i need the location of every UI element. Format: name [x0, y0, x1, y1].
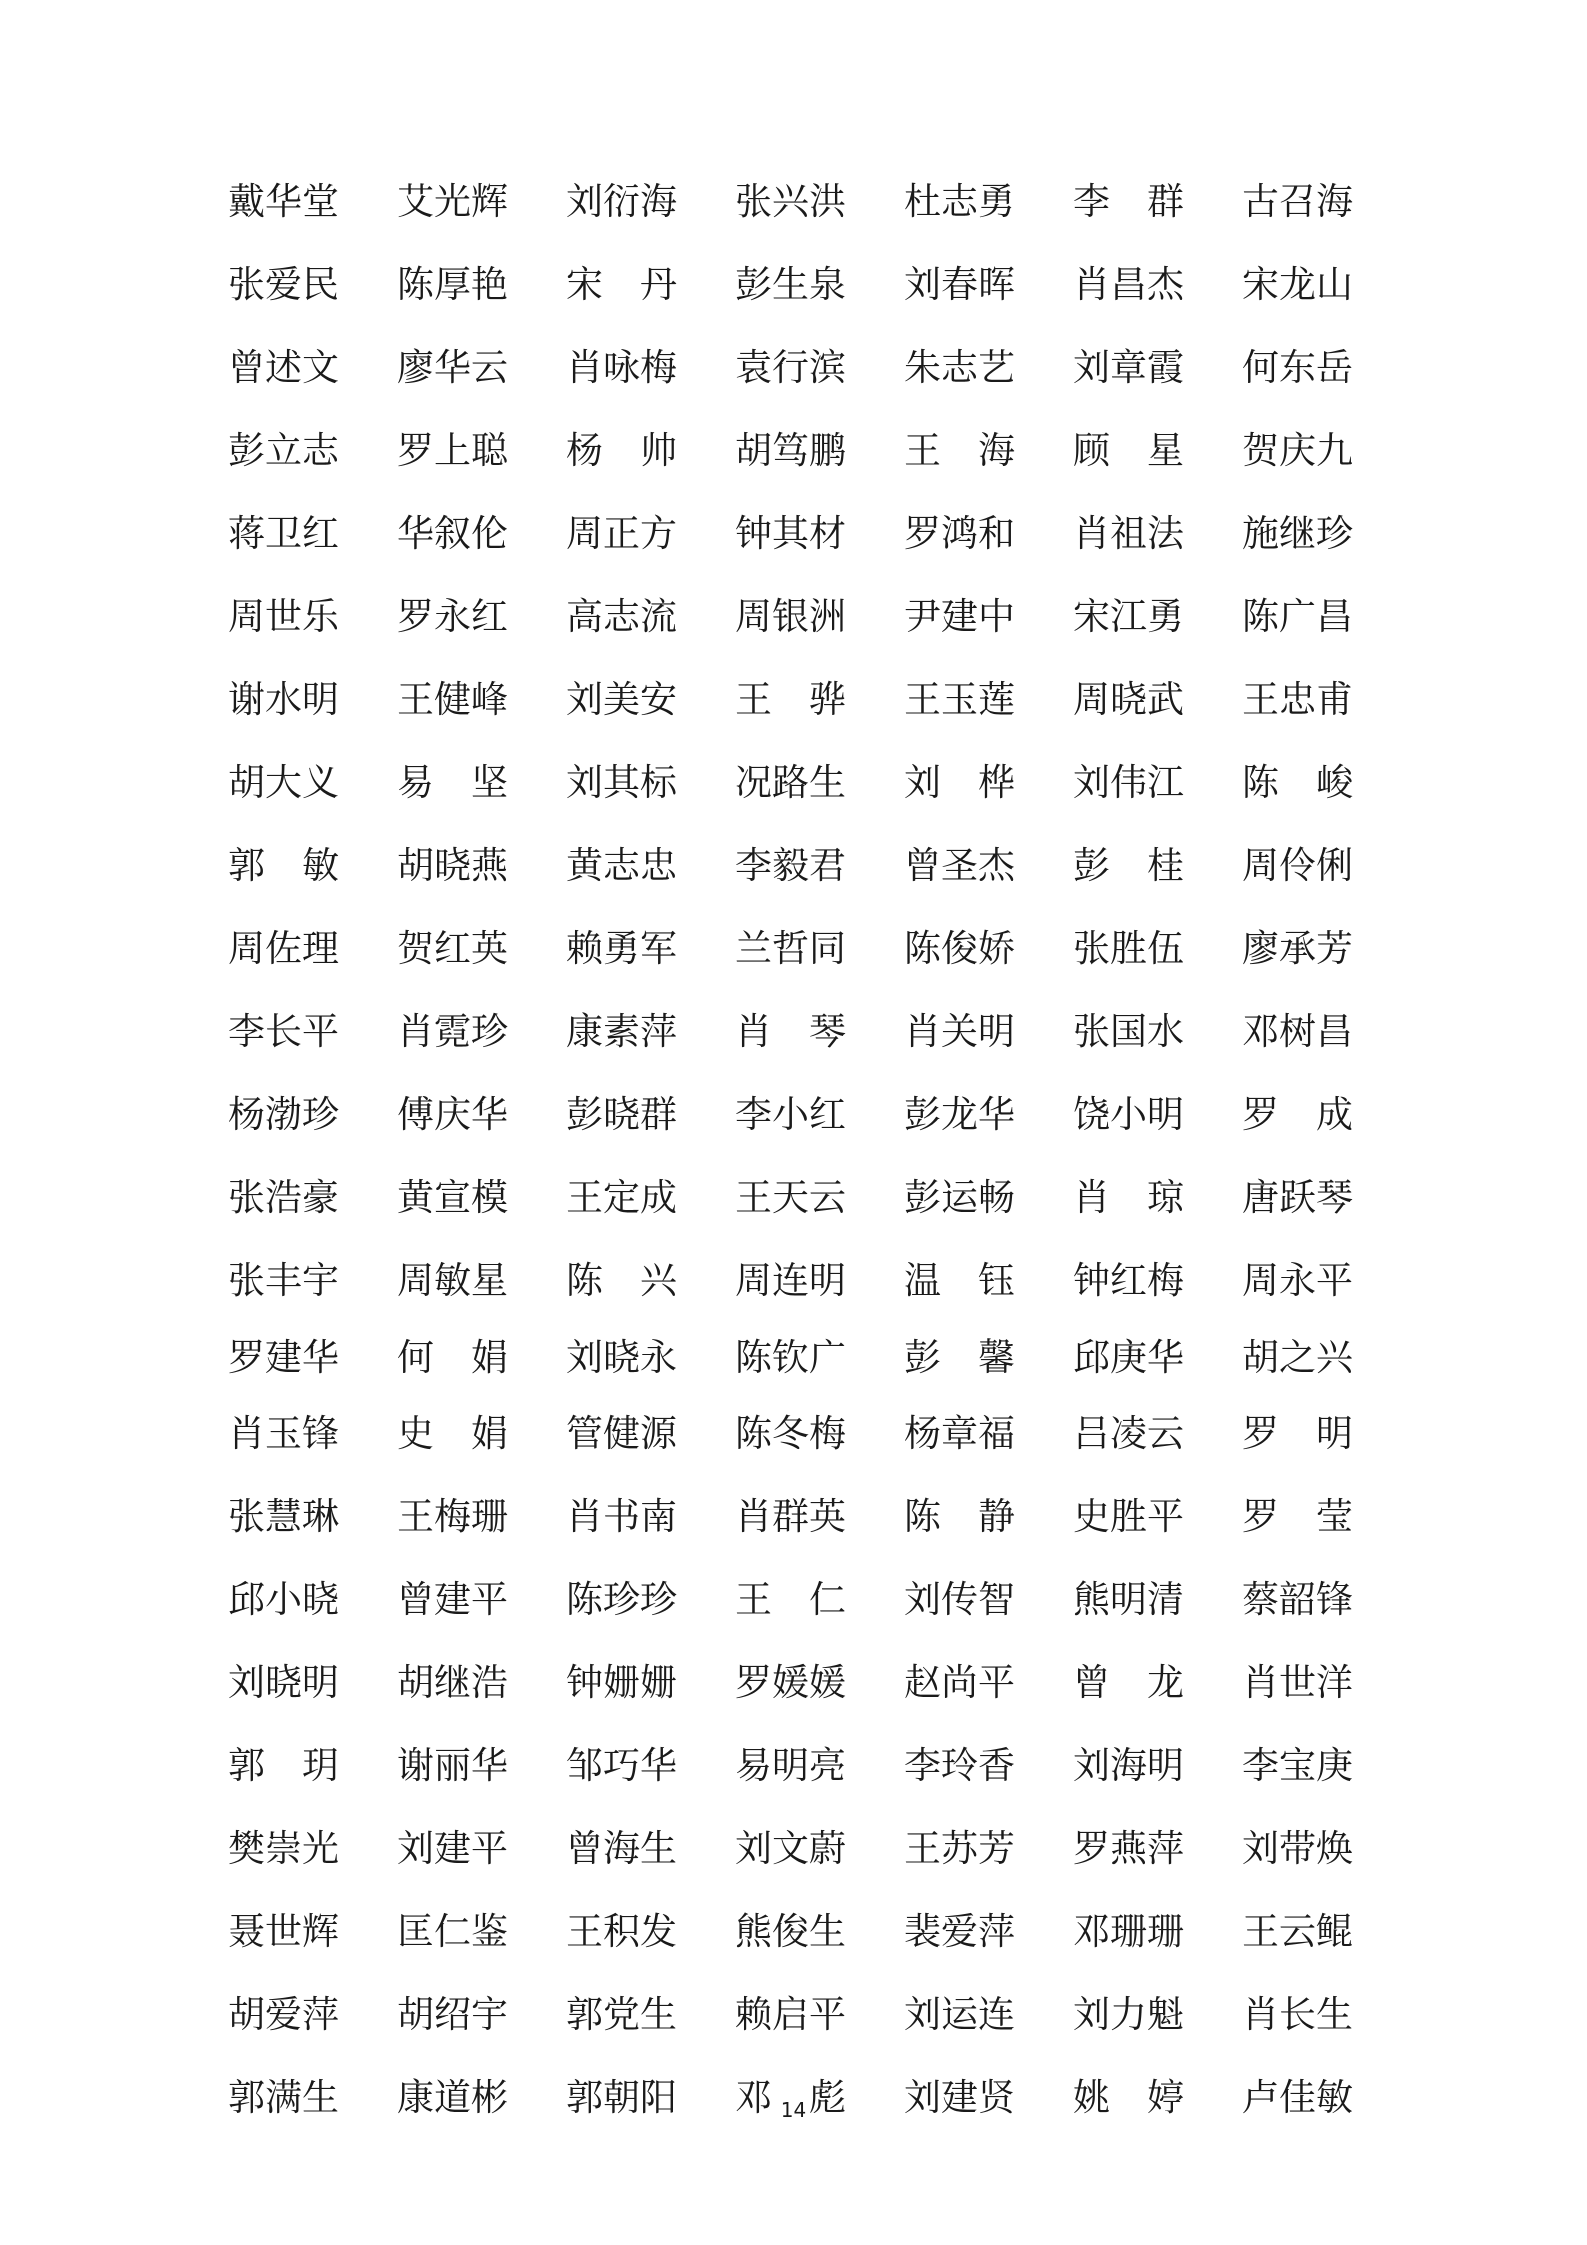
name-cell: 邱小晓 — [228, 1578, 339, 1621]
name-row — [228, 1807, 1360, 1890]
name-cell: 陈广昌 — [1242, 595, 1353, 638]
name-cell: 刘建贤 — [904, 2076, 1015, 2119]
name-cell: 周正方 — [566, 512, 677, 555]
name-cell: 刘伟江 — [1073, 761, 1184, 804]
name-cell: 刘衍海 — [566, 180, 677, 223]
name-row — [228, 1973, 1360, 2056]
name-row — [228, 1558, 1360, 1641]
name-cell: 温 钰 — [904, 1259, 1015, 1302]
name-cell: 刘海明 — [1073, 1744, 1184, 1787]
name-cell: 周世乐 — [228, 595, 339, 638]
name-cell: 彭 馨 — [904, 1335, 1015, 1379]
name-row — [228, 1641, 1360, 1724]
name-cell: 刘文蔚 — [735, 1827, 846, 1870]
name-cell: 陈珍珍 — [566, 1578, 677, 1621]
name-cell: 王 海 — [904, 429, 1015, 472]
name-cell: 刘晓永 — [566, 1335, 677, 1379]
name-cell: 杨章福 — [904, 1412, 1015, 1455]
name-cell: 肖书南 — [566, 1495, 677, 1538]
name-cell: 周敏星 — [397, 1259, 508, 1302]
name-row — [228, 1392, 1360, 1475]
name-cell: 袁行滨 — [735, 346, 846, 389]
name-cell: 肖 琴 — [735, 1010, 846, 1053]
name-cell: 肖 琼 — [1073, 1176, 1184, 1219]
name-cell: 钟红梅 — [1073, 1259, 1184, 1302]
name-row — [228, 409, 1360, 492]
name-cell: 刘力魁 — [1073, 1993, 1184, 2036]
name-cell: 兰哲同 — [735, 927, 846, 970]
name-cell: 郭 玥 — [228, 1744, 339, 1787]
name-cell: 张慧琳 — [228, 1495, 339, 1538]
name-cell: 黄宣模 — [397, 1176, 508, 1219]
name-cell: 张丰宇 — [228, 1259, 339, 1302]
name-cell: 王梅珊 — [397, 1495, 508, 1538]
name-cell: 邹巧华 — [566, 1744, 677, 1787]
name-row — [228, 1475, 1360, 1558]
name-row — [228, 1890, 1360, 1973]
name-cell: 曾海生 — [566, 1827, 677, 1870]
name-cell: 彭晓群 — [566, 1093, 677, 1136]
name-cell: 张浩豪 — [228, 1176, 339, 1219]
name-row — [228, 326, 1360, 409]
name-cell: 刘传智 — [904, 1578, 1015, 1621]
name-cell: 康素萍 — [566, 1010, 677, 1053]
name-cell: 周永平 — [1242, 1259, 1353, 1302]
name-cell: 王忠甫 — [1242, 678, 1353, 721]
name-cell: 周银洲 — [735, 595, 846, 638]
name-cell: 艾光辉 — [397, 180, 508, 223]
name-row — [228, 990, 1360, 1073]
name-cell: 曾 龙 — [1073, 1661, 1184, 1704]
name-cell: 邓 彪 — [735, 2076, 846, 2119]
name-cell: 陈 兴 — [566, 1259, 677, 1302]
name-cell: 肖世洋 — [1242, 1661, 1353, 1704]
name-row — [228, 243, 1360, 326]
name-cell: 易明亮 — [735, 1744, 846, 1787]
name-row — [228, 575, 1360, 658]
name-cell: 王苏芳 — [904, 1827, 1015, 1870]
name-cell: 古召海 — [1242, 180, 1353, 223]
name-cell: 罗永红 — [397, 595, 508, 638]
name-cell: 李 群 — [1073, 180, 1184, 223]
name-cell: 蔡韶锋 — [1242, 1578, 1353, 1621]
name-cell: 罗鸿和 — [904, 512, 1015, 555]
name-cell: 赵尚平 — [904, 1661, 1015, 1704]
name-cell: 王天云 — [735, 1176, 846, 1219]
name-cell: 戴华堂 — [228, 180, 339, 223]
name-row — [228, 741, 1360, 824]
name-cell: 郭党生 — [566, 1993, 677, 2036]
name-cell: 况路生 — [735, 761, 846, 804]
name-cell: 罗建华 — [228, 1335, 339, 1379]
name-cell: 陈钦广 — [735, 1335, 846, 1379]
name-cell: 胡笃鹏 — [735, 429, 846, 472]
name-cell: 肖玉锋 — [228, 1412, 339, 1455]
name-cell: 史胜平 — [1073, 1495, 1184, 1538]
name-cell: 胡继浩 — [397, 1661, 508, 1704]
name-list-table — [228, 160, 1360, 2139]
name-cell: 王 仁 — [735, 1578, 846, 1621]
name-cell: 杨渤珍 — [228, 1093, 339, 1136]
name-cell: 罗 莹 — [1242, 1495, 1353, 1538]
name-cell: 张国水 — [1073, 1010, 1184, 1053]
name-cell: 周连明 — [735, 1259, 846, 1302]
name-cell: 胡晓燕 — [397, 844, 508, 887]
name-cell: 罗 明 — [1242, 1412, 1353, 1455]
name-cell: 邱庚华 — [1073, 1335, 1184, 1379]
name-row — [228, 1322, 1360, 1392]
name-cell: 刘美安 — [566, 678, 677, 721]
name-cell: 刘晓明 — [228, 1661, 339, 1704]
name-cell: 卢佳敏 — [1242, 2076, 1353, 2119]
name-cell: 李玲香 — [904, 1744, 1015, 1787]
name-cell: 赖启平 — [735, 1993, 846, 2036]
name-cell: 刘 桦 — [904, 761, 1015, 804]
name-cell: 刘运连 — [904, 1993, 1015, 2036]
name-cell: 何 娟 — [397, 1335, 508, 1379]
name-cell: 张兴洪 — [735, 180, 846, 223]
name-cell: 肖霓珍 — [397, 1010, 508, 1053]
name-cell: 郭朝阳 — [566, 2076, 677, 2119]
name-cell: 罗媛媛 — [735, 1661, 846, 1704]
page-number: 14 — [780, 2098, 807, 2122]
name-cell: 李长平 — [228, 1010, 339, 1053]
name-cell: 宋 丹 — [566, 263, 677, 306]
name-cell: 匡仁鉴 — [397, 1910, 508, 1953]
name-cell: 陈俊娇 — [904, 927, 1015, 970]
name-cell: 李毅君 — [735, 844, 846, 887]
name-cell: 邓树昌 — [1242, 1010, 1353, 1053]
name-cell: 胡绍宇 — [397, 1993, 508, 2036]
name-cell: 刘其标 — [566, 761, 677, 804]
name-cell: 朱志艺 — [904, 346, 1015, 389]
name-cell: 周伶俐 — [1242, 844, 1353, 887]
name-cell: 谢丽华 — [397, 1744, 508, 1787]
name-cell: 罗上聪 — [397, 429, 508, 472]
name-cell: 王积发 — [566, 1910, 677, 1953]
name-cell: 尹建中 — [904, 595, 1015, 638]
name-cell: 廖承芳 — [1242, 927, 1353, 970]
name-cell: 史 娟 — [397, 1412, 508, 1455]
name-cell: 周晓武 — [1073, 678, 1184, 721]
name-cell: 陈冬梅 — [735, 1412, 846, 1455]
name-cell: 王云鲲 — [1242, 1910, 1353, 1953]
name-cell: 顾 星 — [1073, 429, 1184, 472]
name-cell: 曾圣杰 — [904, 844, 1015, 887]
name-row — [228, 160, 1360, 243]
name-cell: 贺红英 — [397, 927, 508, 970]
name-cell: 姚 婷 — [1073, 2076, 1184, 2119]
name-row — [228, 492, 1360, 575]
name-row — [228, 1724, 1360, 1807]
name-cell: 李小红 — [735, 1093, 846, 1136]
name-cell: 黄志忠 — [566, 844, 677, 887]
name-cell: 彭生泉 — [735, 263, 846, 306]
name-cell: 裴爱萍 — [904, 1910, 1015, 1953]
name-cell: 陈 峻 — [1242, 761, 1353, 804]
name-cell: 钟其材 — [735, 512, 846, 555]
name-cell: 樊崇光 — [228, 1827, 339, 1870]
name-cell: 高志流 — [566, 595, 677, 638]
name-cell: 熊明清 — [1073, 1578, 1184, 1621]
name-cell: 王 骅 — [735, 678, 846, 721]
name-cell: 陈 静 — [904, 1495, 1015, 1538]
name-row — [228, 658, 1360, 741]
name-cell: 肖咏梅 — [566, 346, 677, 389]
name-cell: 施继珍 — [1242, 512, 1353, 555]
name-cell: 郭满生 — [228, 2076, 339, 2119]
name-cell: 唐跃琴 — [1242, 1176, 1353, 1219]
name-cell: 刘章霞 — [1073, 346, 1184, 389]
name-cell: 肖关明 — [904, 1010, 1015, 1053]
name-cell: 肖长生 — [1242, 1993, 1353, 2036]
name-row — [228, 1073, 1360, 1156]
name-row — [228, 907, 1360, 990]
name-row — [228, 1156, 1360, 1239]
name-cell: 曾述文 — [228, 346, 339, 389]
name-cell: 李宝庚 — [1242, 1744, 1353, 1787]
name-cell: 饶小明 — [1073, 1093, 1184, 1136]
name-cell: 华叙伦 — [397, 512, 508, 555]
name-cell: 王定成 — [566, 1176, 677, 1219]
name-cell: 杜志勇 — [904, 180, 1015, 223]
name-row — [228, 1239, 1360, 1322]
name-cell: 彭龙华 — [904, 1093, 1015, 1136]
name-cell: 赖勇军 — [566, 927, 677, 970]
name-cell: 陈厚艳 — [397, 263, 508, 306]
name-cell: 管健源 — [566, 1412, 677, 1455]
name-cell: 张爱民 — [228, 263, 339, 306]
name-cell: 罗燕萍 — [1073, 1827, 1184, 1870]
name-row — [228, 824, 1360, 907]
name-cell: 杨 帅 — [566, 429, 677, 472]
name-cell: 谢水明 — [228, 678, 339, 721]
name-cell: 曾建平 — [397, 1578, 508, 1621]
name-cell: 胡之兴 — [1242, 1335, 1353, 1379]
name-cell: 刘春晖 — [904, 263, 1015, 306]
name-cell: 钟姗姗 — [566, 1661, 677, 1704]
name-cell: 刘带焕 — [1242, 1827, 1353, 1870]
name-cell: 宋江勇 — [1073, 595, 1184, 638]
name-cell: 邓珊珊 — [1073, 1910, 1184, 1953]
name-cell: 廖华云 — [397, 346, 508, 389]
name-cell: 肖昌杰 — [1073, 263, 1184, 306]
name-cell: 王玉莲 — [904, 678, 1015, 721]
name-cell: 郭 敏 — [228, 844, 339, 887]
name-cell: 周佐理 — [228, 927, 339, 970]
name-cell: 胡爱萍 — [228, 1993, 339, 2036]
name-cell: 贺庆九 — [1242, 429, 1353, 472]
name-cell: 傅庆华 — [397, 1093, 508, 1136]
name-cell: 聂世辉 — [228, 1910, 339, 1953]
name-cell: 彭立志 — [228, 429, 339, 472]
name-cell: 宋龙山 — [1242, 263, 1353, 306]
name-cell: 胡大义 — [228, 761, 339, 804]
name-cell: 王健峰 — [397, 678, 508, 721]
name-cell: 康道彬 — [397, 2076, 508, 2119]
name-cell: 彭 桂 — [1073, 844, 1184, 887]
name-cell: 易 坚 — [397, 761, 508, 804]
name-cell: 肖群英 — [735, 1495, 846, 1538]
name-cell: 刘建平 — [397, 1827, 508, 1870]
name-cell: 吕凌云 — [1073, 1412, 1184, 1455]
name-cell: 罗 成 — [1242, 1093, 1353, 1136]
name-cell: 蒋卫红 — [228, 512, 339, 555]
name-cell: 肖祖法 — [1073, 512, 1184, 555]
name-cell: 何东岳 — [1242, 346, 1353, 389]
name-cell: 彭运畅 — [904, 1176, 1015, 1219]
name-cell: 熊俊生 — [735, 1910, 846, 1953]
name-cell: 张胜伍 — [1073, 927, 1184, 970]
